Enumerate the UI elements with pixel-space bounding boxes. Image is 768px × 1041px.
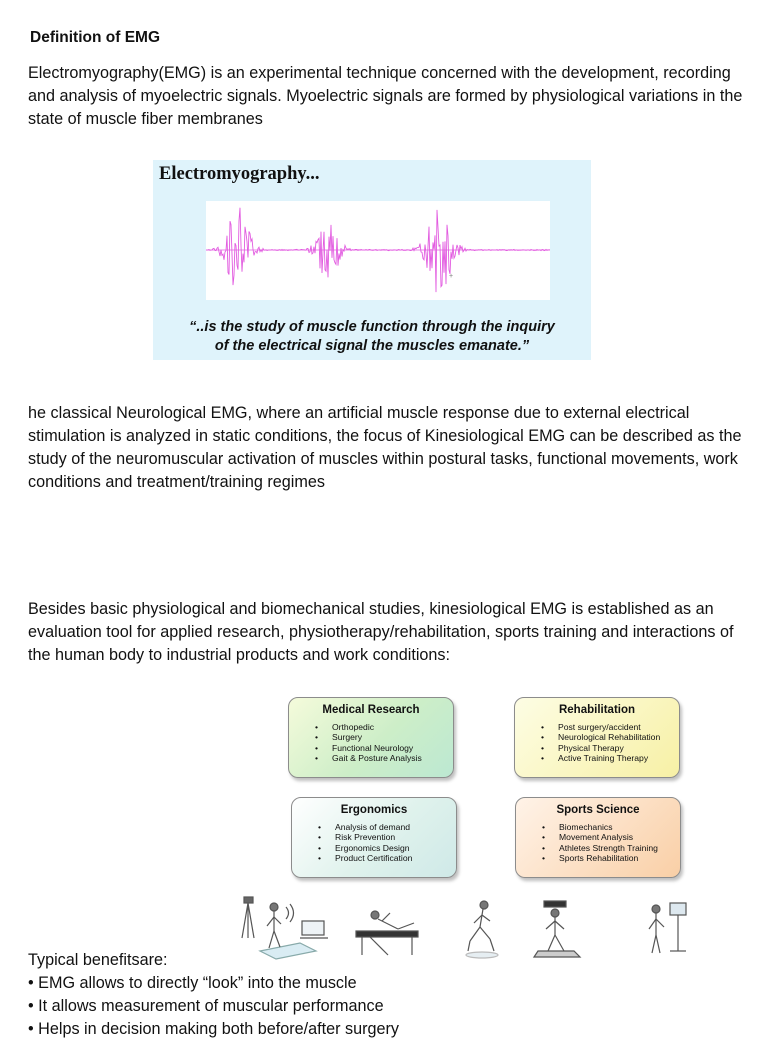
document-heading: Definition of EMG xyxy=(30,29,161,46)
list-item: • Sports Rehabilitation xyxy=(559,853,680,863)
medical-research-box xyxy=(288,697,454,778)
quote-line-2: of the electrical signal the muscles emanate.” xyxy=(214,338,530,354)
list-item: • Neurological Rehabilitation xyxy=(558,732,679,742)
benefits-intro: Typical benefitsare: xyxy=(28,951,168,969)
list-item: • Athletes Strength Training xyxy=(559,843,680,853)
list-item: • Analysis of demand xyxy=(335,822,456,832)
list-item: • Product Certification xyxy=(335,853,456,863)
list-item: • Ergonomics Design xyxy=(335,843,456,853)
figure-title: Electromyography... xyxy=(159,164,320,184)
applications-paragraph: Besides basic physiological and biomechanical studies, kinesiological EMG is established as an evaluation tool for applied research, physiotherapy/rehabilitation, sports training and interactions of the human body to industrial products and work conditions: xyxy=(28,600,734,664)
list-item: • Gait & Posture Analysis xyxy=(332,753,453,763)
assessment-station-illustration xyxy=(649,903,686,953)
athlete-illustration xyxy=(466,901,498,958)
quote-line-1: “..is the study of muscle function through the inquiry xyxy=(189,319,555,335)
ergonomics-list xyxy=(292,822,456,863)
list-item: • Helps in decision making both before/after surgery xyxy=(28,1020,399,1038)
ergonomics-title: Ergonomics xyxy=(340,804,408,816)
benefits-list xyxy=(28,972,399,1041)
figure-quote xyxy=(153,318,591,356)
medical-research-list xyxy=(289,722,453,763)
rehabilitation-box xyxy=(514,697,680,778)
list-item: • It allows measurement of muscular performance xyxy=(28,997,384,1015)
emg-figure xyxy=(153,160,591,360)
list-item: • Biomechanics xyxy=(559,822,680,832)
kinesiological-paragraph: he classical Neurological EMG, where an artificial muscle response due to external electrical stimulation is analyzed in static conditions, the focus of Kinesiological EMG can be described as the study of the neuromuscular activation of muscles within postural tasks, functional movements, work conditions and treatment/training regimes xyxy=(28,404,742,491)
medical-research-title: Medical Research xyxy=(322,704,420,716)
definition-paragraph: Electromyography(EMG) is an experimental technique concerned with the development, recording and analysis of myoelectric signals. Myoelectric signals are formed by physiological variations in the state of muscle fiber membranes xyxy=(28,64,743,128)
list-item: • Active Training Therapy xyxy=(558,753,679,763)
list-item: • Surgery xyxy=(332,732,453,742)
list-item: • Functional Neurology xyxy=(332,743,453,753)
list-item: • Orthopedic xyxy=(332,722,453,732)
list-item: • Physical Therapy xyxy=(558,743,679,753)
list-item: • EMG allows to directly “look” into the muscle xyxy=(28,974,357,992)
sports-science-title: Sports Science xyxy=(556,804,640,816)
emg-signal-plot xyxy=(206,201,550,300)
sports-science-box xyxy=(515,797,681,878)
svg-text:+: + xyxy=(449,273,454,280)
sports-science-list xyxy=(516,822,680,863)
rehabilitation-list xyxy=(515,722,679,763)
ergonomics-box xyxy=(291,797,457,878)
list-item: • Post surgery/accident xyxy=(558,722,679,732)
training-machine-illustration xyxy=(534,901,580,957)
benefits-section xyxy=(28,949,399,1041)
list-item: • Movement Analysis xyxy=(559,832,680,842)
rehabilitation-title: Rehabilitation xyxy=(558,704,636,716)
list-item: • Risk Prevention xyxy=(335,832,456,842)
